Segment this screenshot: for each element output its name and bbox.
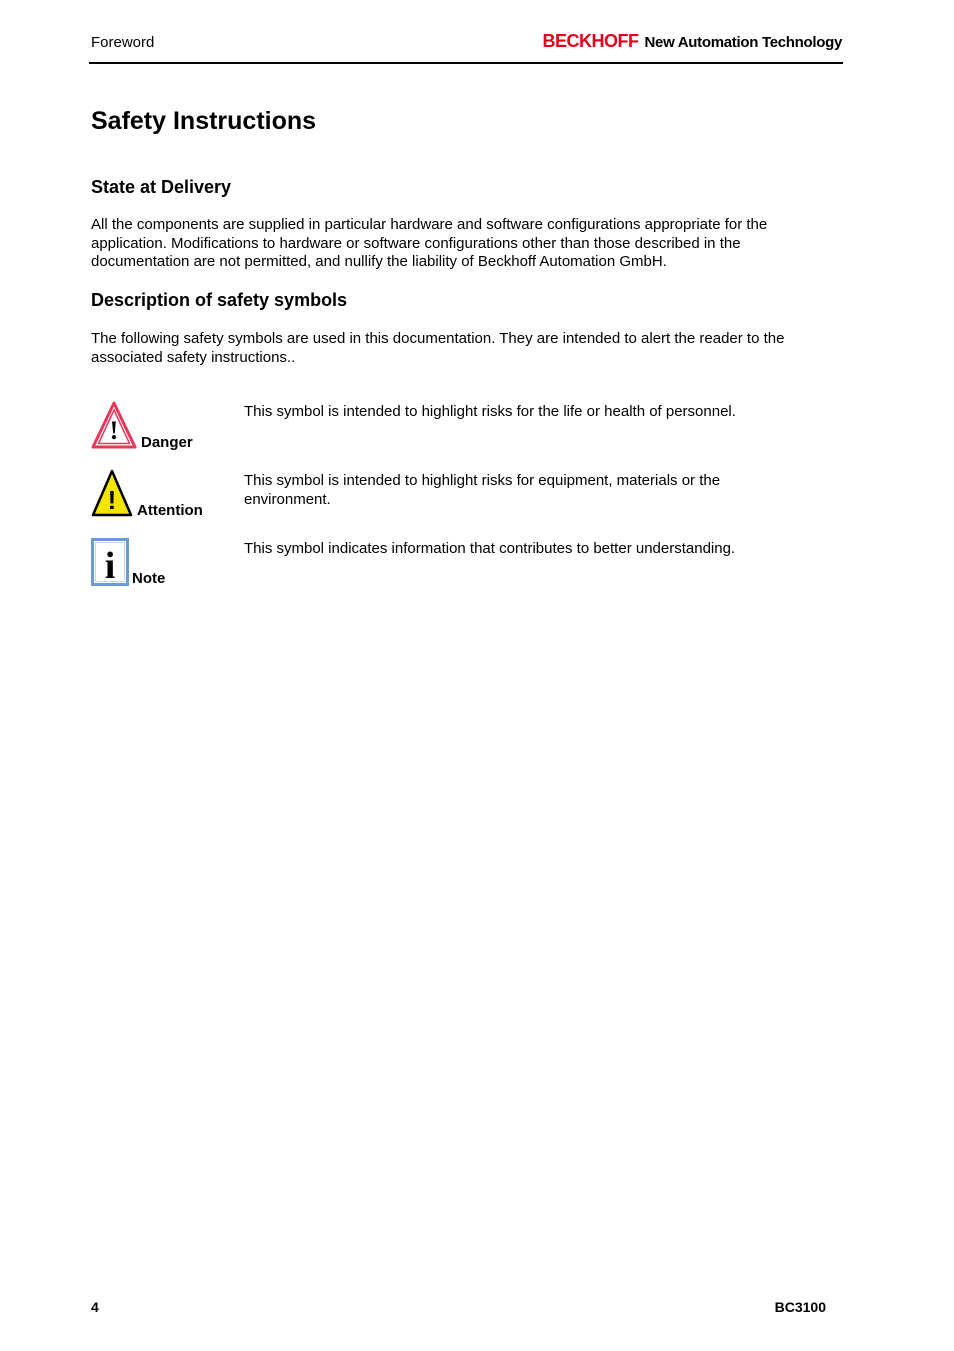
svg-text:!: ! — [107, 485, 117, 515]
safety-symbols-intro: The following safety symbols are used in this documentation. They are intended to alert the reader to the associated safety instructions.. — [91, 330, 785, 366]
brand-tagline: New Automation Technology — [644, 34, 842, 51]
product-name: BC3100 — [774, 1299, 826, 1315]
info-icon — [91, 538, 129, 591]
danger-triangle-icon — [91, 401, 137, 454]
page-number: 4 — [91, 1299, 99, 1315]
header-divider — [89, 62, 843, 64]
danger-label: Danger — [141, 434, 193, 451]
note-description: This symbol indicates information that contributes to better understanding. — [244, 540, 736, 557]
note-label: Note — [132, 570, 166, 587]
attention-description: This symbol is intended to highlight risks for equipment, materials or the environment. — [244, 472, 721, 508]
page-title: Safety Instructions — [91, 107, 317, 135]
attention-triangle-icon — [91, 469, 133, 522]
header-brand-block — [543, 31, 843, 52]
svg-text:!: ! — [109, 416, 119, 445]
svg-text:i: i — [104, 545, 116, 586]
state-at-delivery-text: All the components are supplied in particular hardware and software configurations appropriate for the application. Modifications to hardware or software configurations other than those described in the documentation are not permitted, and nullify the liability of Beckhoff Automation GmbH. — [91, 216, 768, 270]
brand-logo: BECKHOFF — [542, 31, 639, 51]
header-section: Foreword — [91, 34, 155, 51]
safety-symbols-heading: Description of safety symbols — [91, 290, 348, 310]
danger-description: This symbol is intended to highlight risks for the life or health of personnel. — [244, 403, 736, 420]
state-at-delivery-heading: State at Delivery — [91, 177, 232, 197]
attention-label: Attention — [137, 502, 203, 519]
